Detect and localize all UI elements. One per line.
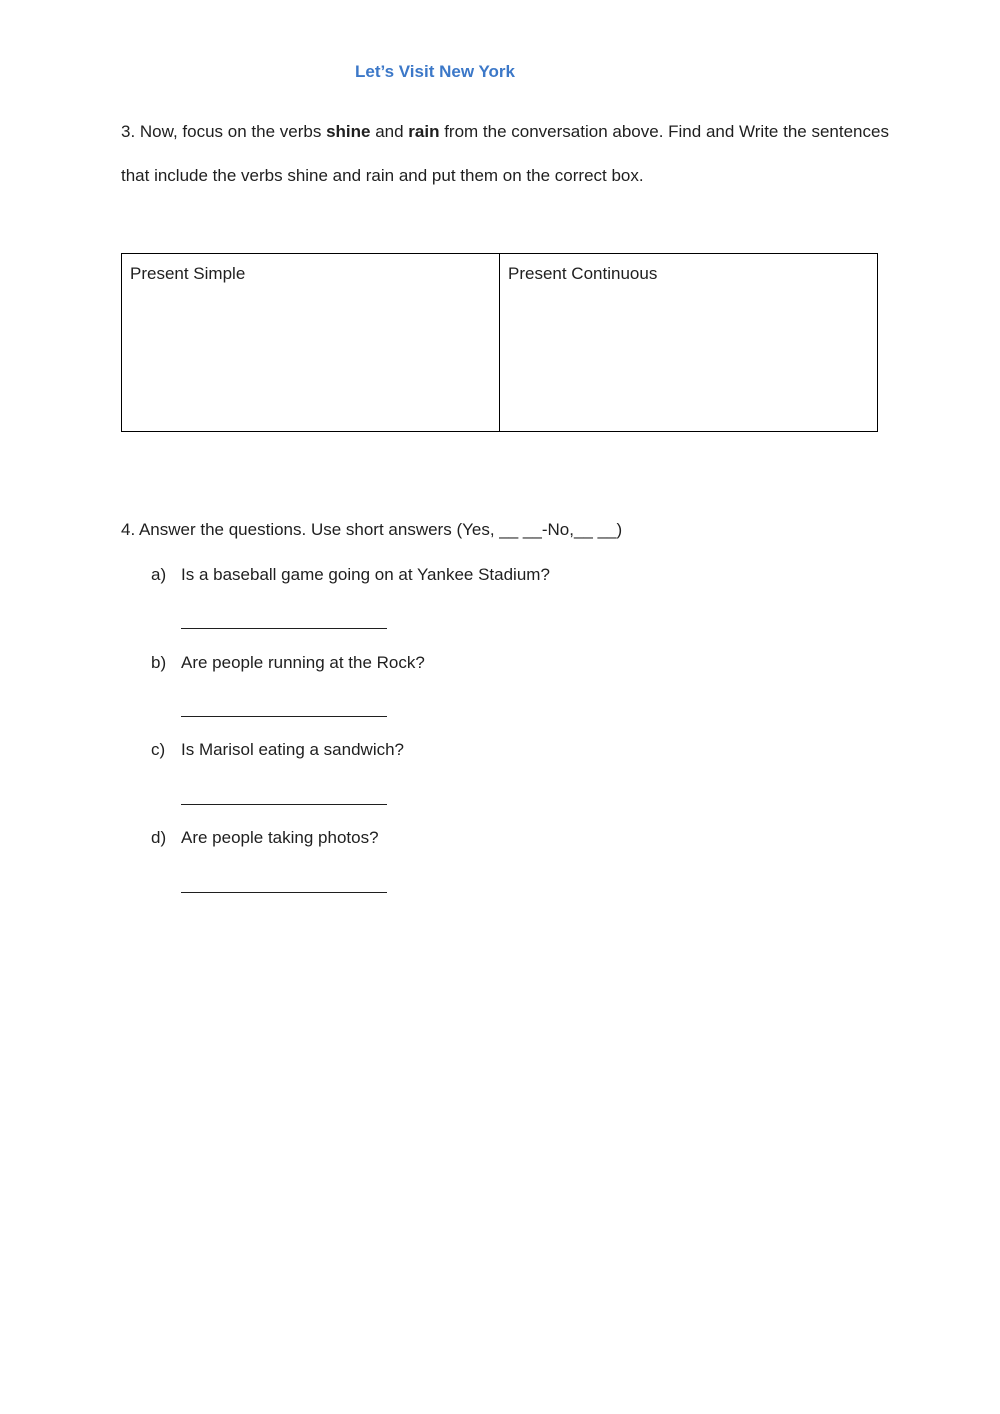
instruction-prefix: 3. Now, focus on the verbs: [121, 122, 327, 141]
answer-line-d[interactable]: [181, 892, 387, 893]
question-text: Are people running at the Rock?: [181, 653, 425, 672]
question-letter: a): [151, 565, 167, 584]
question-text: Is a baseball game going on at Yankee Stadium?: [181, 565, 550, 584]
question-text: Are people taking photos?: [181, 828, 379, 847]
question-text: Is Marisol eating a sandwich?: [181, 740, 405, 759]
question-d: [151, 828, 379, 848]
exercise-3-instruction: [121, 110, 891, 198]
question-a: [151, 565, 550, 585]
page-title: Let’s Visit New York: [355, 62, 515, 81]
table-row: [122, 254, 878, 432]
answer-line-b[interactable]: [181, 716, 387, 717]
verb-rain: rain: [408, 122, 440, 141]
answer-line-c[interactable]: [181, 804, 387, 805]
instruction-middle: and: [370, 122, 409, 141]
verb-shine: shine: [326, 122, 371, 141]
question-letter: b): [151, 653, 167, 672]
question-letter: d): [151, 828, 167, 847]
present-continuous-box[interactable]: Present Continuous: [500, 254, 878, 432]
question-letter: c): [151, 740, 166, 759]
question-b: [151, 653, 425, 673]
exercise-4-instruction: 4. Answer the questions. Use short answers (Yes, __ __-No,__ __): [121, 520, 623, 539]
present-simple-box[interactable]: Present Simple: [122, 254, 500, 432]
tense-table: [121, 253, 878, 432]
instruction-suffix: from the conversation above. Find and Write the sentences that include the verbs shine and rain and put them on the correct box.: [121, 122, 889, 185]
question-c: [151, 740, 404, 760]
answer-line-a[interactable]: [181, 628, 387, 629]
